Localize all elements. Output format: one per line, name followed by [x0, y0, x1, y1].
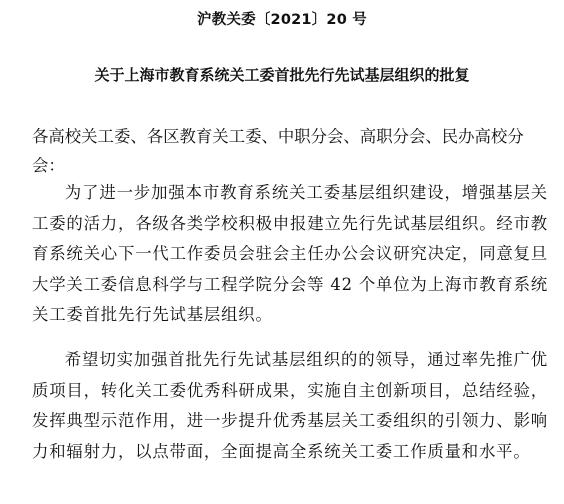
addressee: 各高校关工委、各区教育关工委、中职分会、高职分会、民办高校分会：: [32, 127, 524, 175]
body-paragraph: 为了进一步加强本市教育系统关工委基层组织建设，增强基层关工委的活力，各级各类学校积极申报建立先行先试基层组织。经市教育系统关心下一代工作委员会驻会主任办公会议研究决定，同意复旦大学关工委信息科学与工程学院分会等 42 个单位为上海市教育系统关工委首批先行先试基层组织。: [32, 183, 548, 324]
document-number: 沪教关委〔2021〕20 号: [197, 12, 367, 28]
body-paragraph: 希望切实加强首批先行先试基层组织的的领导，通过率先推广优质项目，转化关工委优秀科研成果，实施自主创新项目，总结经验，发挥典型示范作用，进一步提升优秀基层关工委组织的引领力、影响力和辐射力，以点带面，全面提高全系统关工委工作质量和水平。: [32, 350, 548, 461]
document-title: 关于上海市教育系统关工委首批先行先试基层组织的批复: [94, 66, 470, 84]
